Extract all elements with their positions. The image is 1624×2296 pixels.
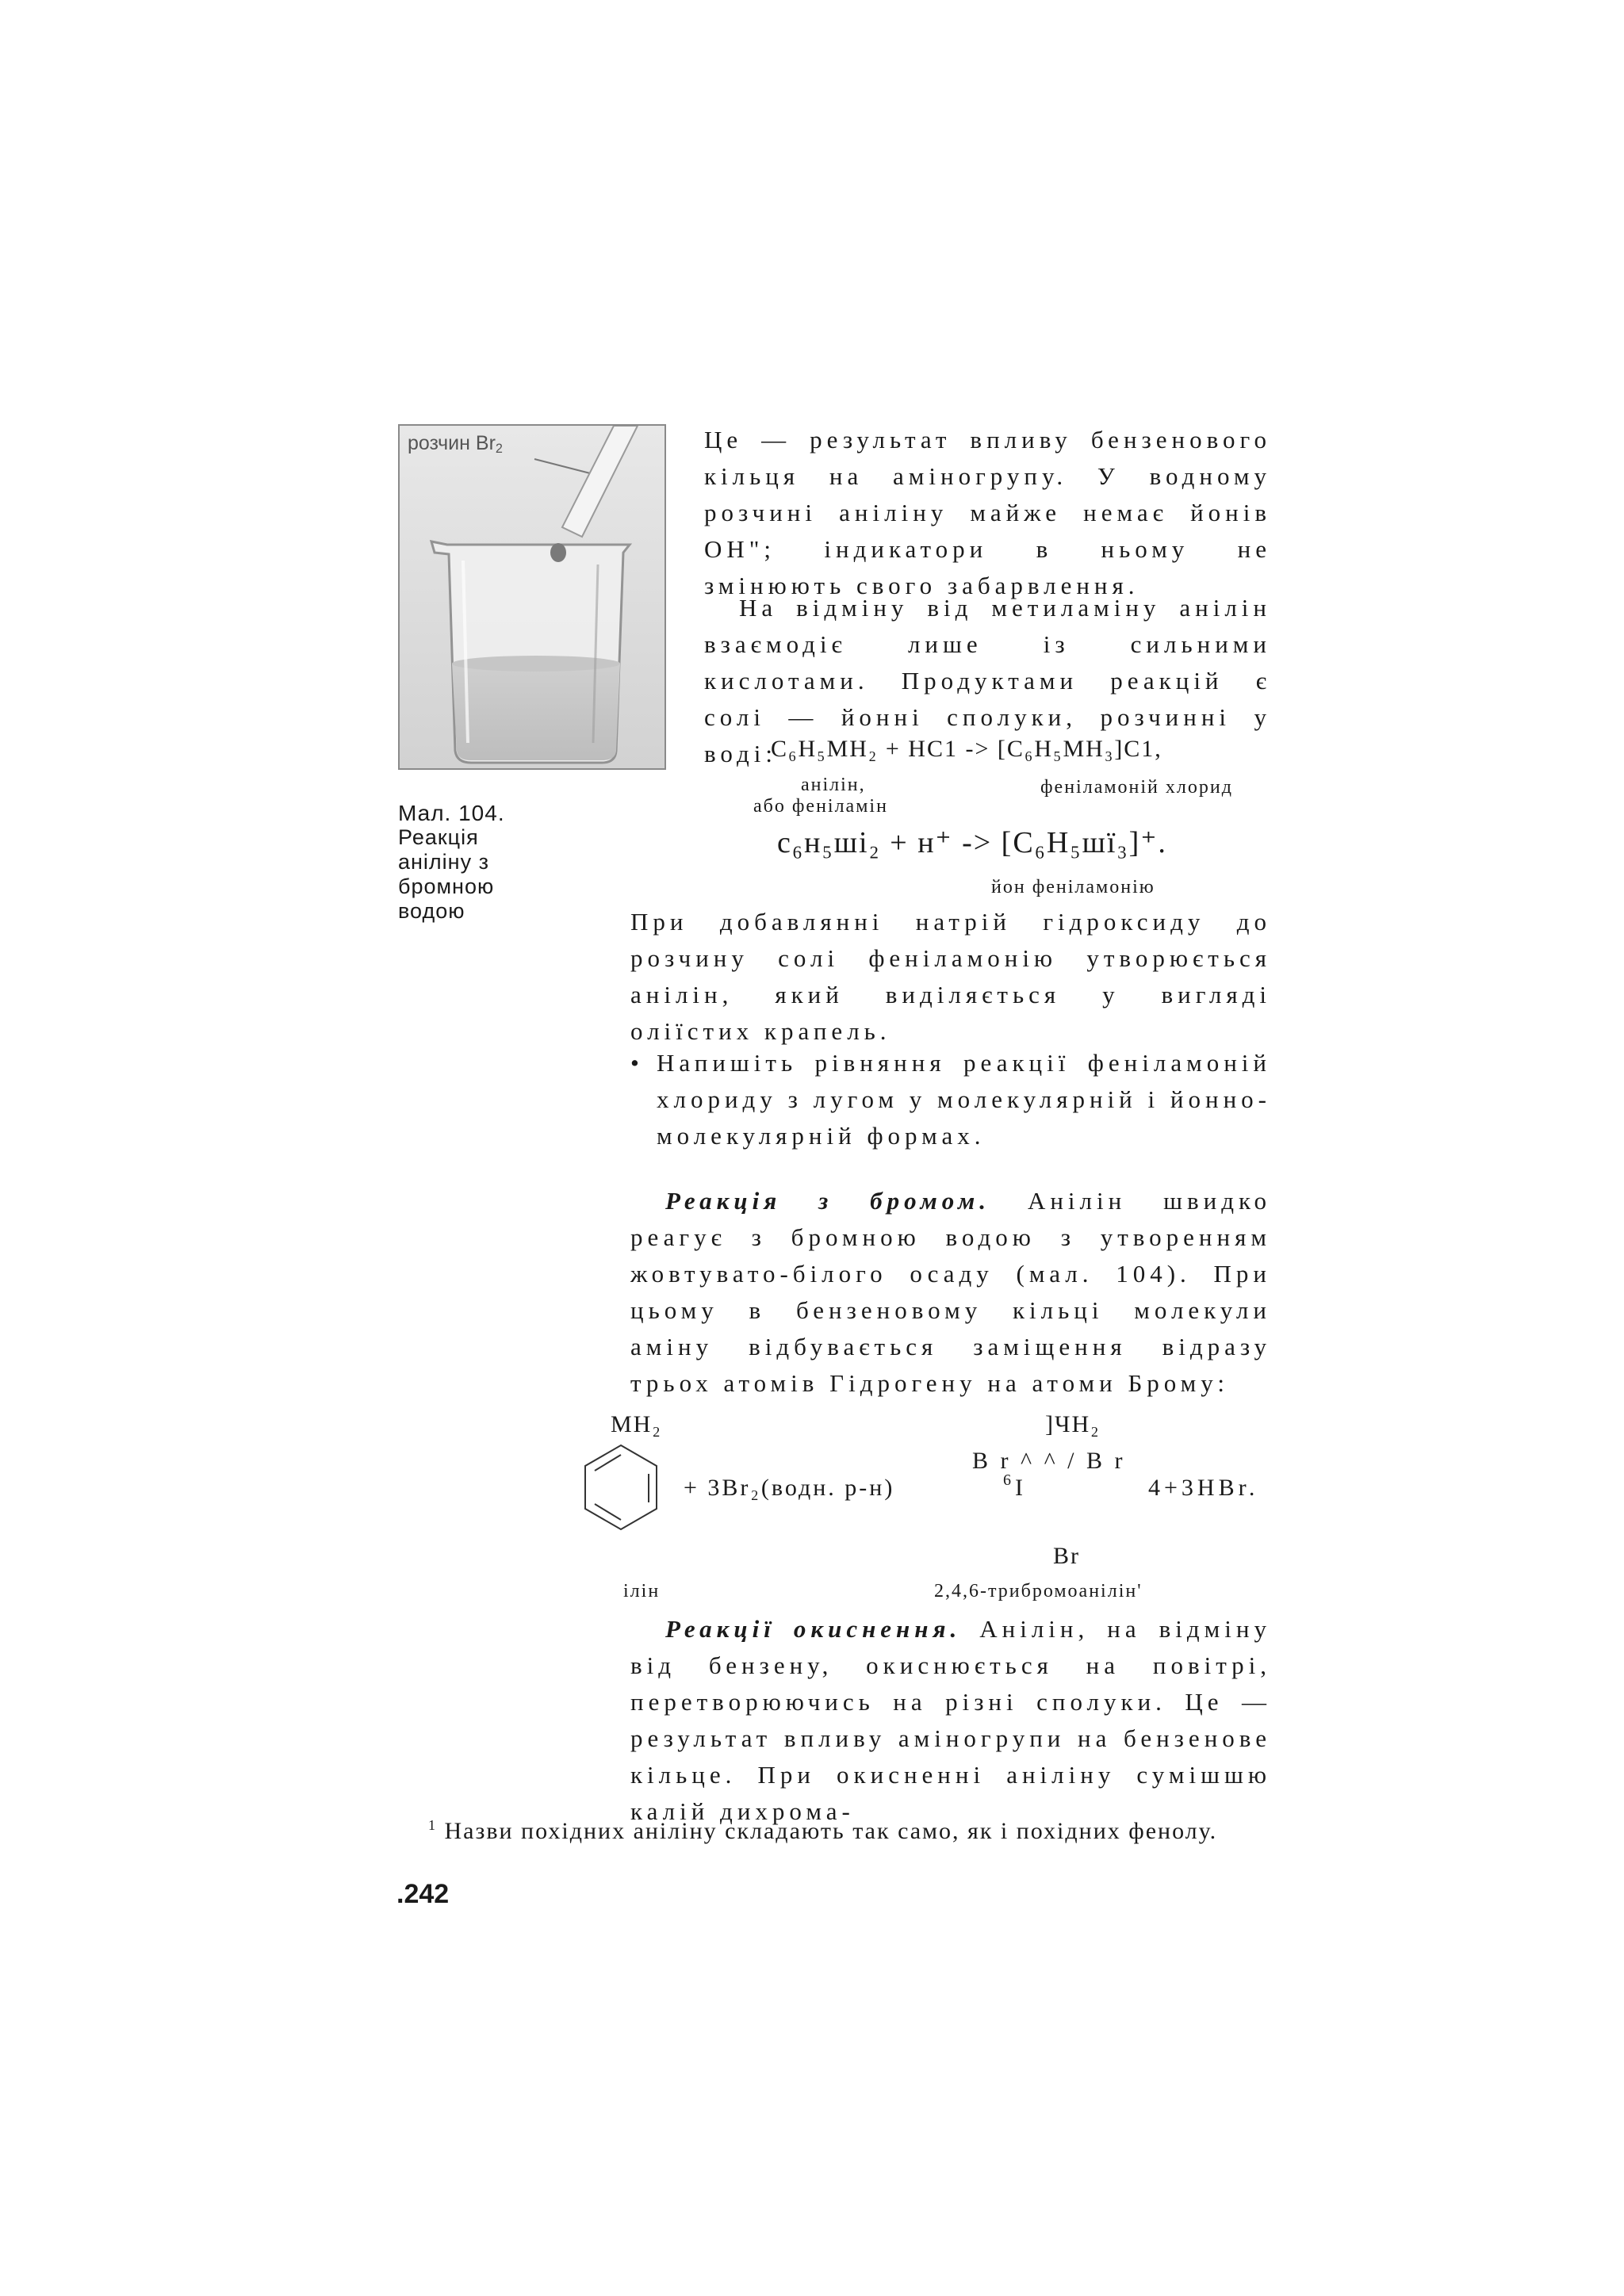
bromine-heading: Реакція з бромом. [665, 1187, 990, 1215]
scheme-reagent: + 3Br₂(водн. р-н) [684, 1475, 895, 1501]
footnote-text: Назви похідних аніліну складають так само, як і похідних фенолу. [444, 1817, 1218, 1844]
oxidation-paragraph [630, 1611, 1271, 1830]
label-aniline: анілін, [801, 775, 866, 795]
scheme-amino-group: MH₂ [611, 1411, 662, 1437]
equation-ionic: с₆н₅шi₂ + н⁺ -> [C₆H₅шї₃]⁺. [777, 826, 1167, 859]
page-number: .242 [396, 1879, 450, 1909]
scheme-six: 6 [1003, 1471, 1013, 1489]
footnote-mark: 1 [428, 1817, 437, 1833]
label-phenylamine: або феніламін [753, 796, 888, 817]
photo-label: розчин $Br_2$ [408, 432, 503, 457]
footnote [428, 1817, 1217, 1845]
label-phenylammonium-chloride: феніламоній хлорид [1040, 777, 1233, 798]
task-text: Напишіть рівняння реакції феніламоній хлориду з лугом у молекулярній і йонно-молекулярній формах. [657, 1049, 1271, 1150]
caption-text: Реакція аніліну з бромною водою [398, 825, 495, 923]
beaker-photo [398, 424, 666, 770]
scheme-bottom-br: Br [1053, 1543, 1080, 1569]
task-bullet: • [630, 1049, 644, 1077]
label-aniline-scheme: ілін [623, 1581, 661, 1601]
bromine-paragraph [630, 1183, 1271, 1402]
scheme-I: I [1015, 1475, 1025, 1501]
scheme-product-bromo: B r ^ ^ / B r [972, 1448, 1126, 1474]
intro-paragraph: Це — результат впливу бензенового кільця на аміногрупу. У водному розчині аніліну майже немає йонів ОН"; індикатори в ньому не змінюють свого забарвлення. [704, 426, 1271, 599]
beaker-illustration [400, 426, 665, 768]
benzene-ring-icon [577, 1439, 665, 1542]
acid-paragraph: На відміну від метиламіну анілін взаємодіє лише із сильними кислотами. Продуктами реакцій є солі — йонні сполуки, розчинні у воді: [704, 594, 1271, 767]
label-phenylammonium-ion: йон феніламонію [991, 877, 1155, 897]
scheme-product-amino: ]ЧH₂ [1045, 1411, 1101, 1437]
oxidation-heading: Реакції окиснення. [665, 1615, 962, 1643]
equation-aniline-hcl: C₆H₅MH₂ + HC1 -> [C₆H₅MH₃]C1, [771, 736, 1162, 762]
caption-title: Мал. 104. [398, 801, 505, 825]
naoh-paragraph: При добавлянні натрій гідроксиду до розчину солі феніламонію утворюється анілін, який виділяється у вигляді оліїстих крапель. [630, 908, 1271, 1045]
bromine-text: Анілін швидко реагує з бромною водою з утворенням жовтувато-білого осаду (мал. 104). При цьому в бензеновому кільці молекули аміну відбувається заміщення відразу трьох атомів Гідрогену на атоми Брому: [630, 1187, 1271, 1397]
label-tribromoaniline: 2,4,6-трибромоанілін' [934, 1581, 1143, 1601]
figure-caption [398, 801, 557, 924]
scheme-result: 4+3HBr. [1148, 1475, 1259, 1501]
oxidation-text: Анілін, на відміну від бензену, окиснюється на повітрі, перетворюючись на різні сполуки. Це — результат впливу аміногрупи на бензенове кільце. При окисненні аніліну сумішшю калій дихрома- [630, 1615, 1271, 1825]
